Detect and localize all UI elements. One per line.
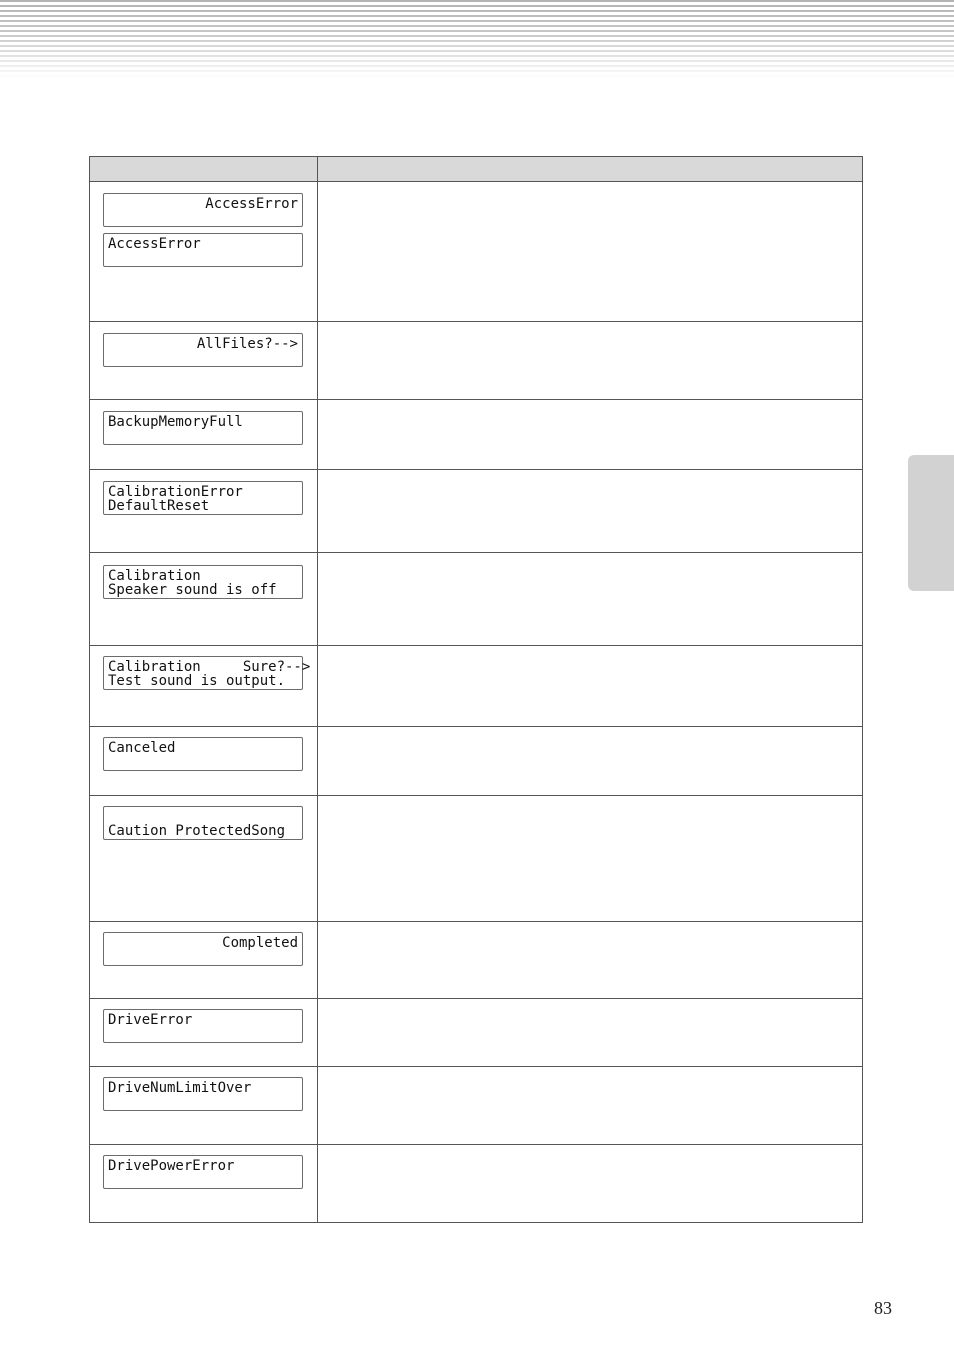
lcd-display: [103, 737, 303, 771]
lcd-display: [103, 333, 303, 367]
lcd-line: DriveError: [108, 1012, 193, 1028]
description-column-header: [318, 157, 863, 182]
description-cell: [318, 400, 863, 470]
table-row: [90, 553, 863, 646]
message-cell: [90, 646, 318, 727]
lcd-display: [103, 233, 303, 267]
lcd-line: Canceled: [108, 740, 176, 756]
description-cell: [318, 553, 863, 646]
message-cell: [90, 727, 318, 796]
section-tab: [908, 455, 954, 591]
message-cell: [90, 400, 318, 470]
lcd-display: [103, 656, 311, 690]
lcd-display: [103, 932, 303, 966]
description-cell: [318, 470, 863, 553]
table-row: [90, 1067, 863, 1145]
description-cell: [318, 999, 863, 1067]
lcd-display: [103, 1077, 303, 1111]
message-cell: [90, 182, 318, 322]
message-cell: [90, 1145, 318, 1223]
description-cell: [318, 727, 863, 796]
table-header-row: [90, 157, 863, 182]
lcd-line: Test sound is output.: [108, 673, 286, 689]
lcd-line: CalibrationError: [108, 484, 243, 500]
description-cell: [318, 1067, 863, 1145]
lcd-line: DriveNumLimitOver: [108, 1080, 252, 1096]
message-cell: [90, 553, 318, 646]
page-number: 83: [874, 1298, 892, 1318]
lcd-display: [103, 565, 303, 599]
lcd-line: AllFiles?-->: [196, 336, 298, 352]
description-cell: [318, 646, 863, 727]
lcd-display: [103, 806, 303, 840]
lcd-line: Speaker sound is off: [108, 582, 277, 598]
table-row: [90, 646, 863, 727]
lcd-line: Completed: [222, 935, 298, 951]
message-column-header: [90, 157, 318, 182]
table-row: [90, 400, 863, 470]
message-cell: [90, 470, 318, 553]
lcd-line: Calibration: [108, 568, 201, 584]
table-row: [90, 322, 863, 400]
lcd-line: AccessError: [205, 196, 298, 212]
lcd-line: DrivePowerError: [108, 1158, 235, 1174]
header-fade: [0, 0, 954, 80]
lcd-line: DefaultReset: [108, 498, 210, 514]
description-cell: [318, 182, 863, 322]
description-cell: [318, 922, 863, 999]
table-row: [90, 470, 863, 553]
description-cell: [318, 1145, 863, 1223]
message-cell: [90, 1067, 318, 1145]
lcd-line: Caution ProtectedSong: [108, 823, 286, 839]
table-row: [90, 1145, 863, 1223]
table-row: [90, 182, 863, 322]
message-cell: [90, 796, 318, 922]
lcd-line: BackupMemoryFull: [108, 414, 243, 430]
message-cell: [90, 322, 318, 400]
table-row: [90, 999, 863, 1067]
message-cell: [90, 999, 318, 1067]
lcd-display: [103, 411, 303, 445]
description-cell: [318, 322, 863, 400]
table-row: [90, 796, 863, 922]
lcd-display: [103, 1155, 303, 1189]
description-cell: [318, 796, 863, 922]
message-cell: [90, 922, 318, 999]
lcd-line: Calibration Sure?-->: [108, 659, 311, 675]
table-row: [90, 727, 863, 796]
lcd-line: AccessError: [108, 236, 201, 252]
table-row: [90, 922, 863, 999]
message-table: [89, 156, 863, 1223]
lcd-display: [103, 193, 303, 227]
lcd-display: [103, 481, 303, 515]
lcd-display: [103, 1009, 303, 1043]
